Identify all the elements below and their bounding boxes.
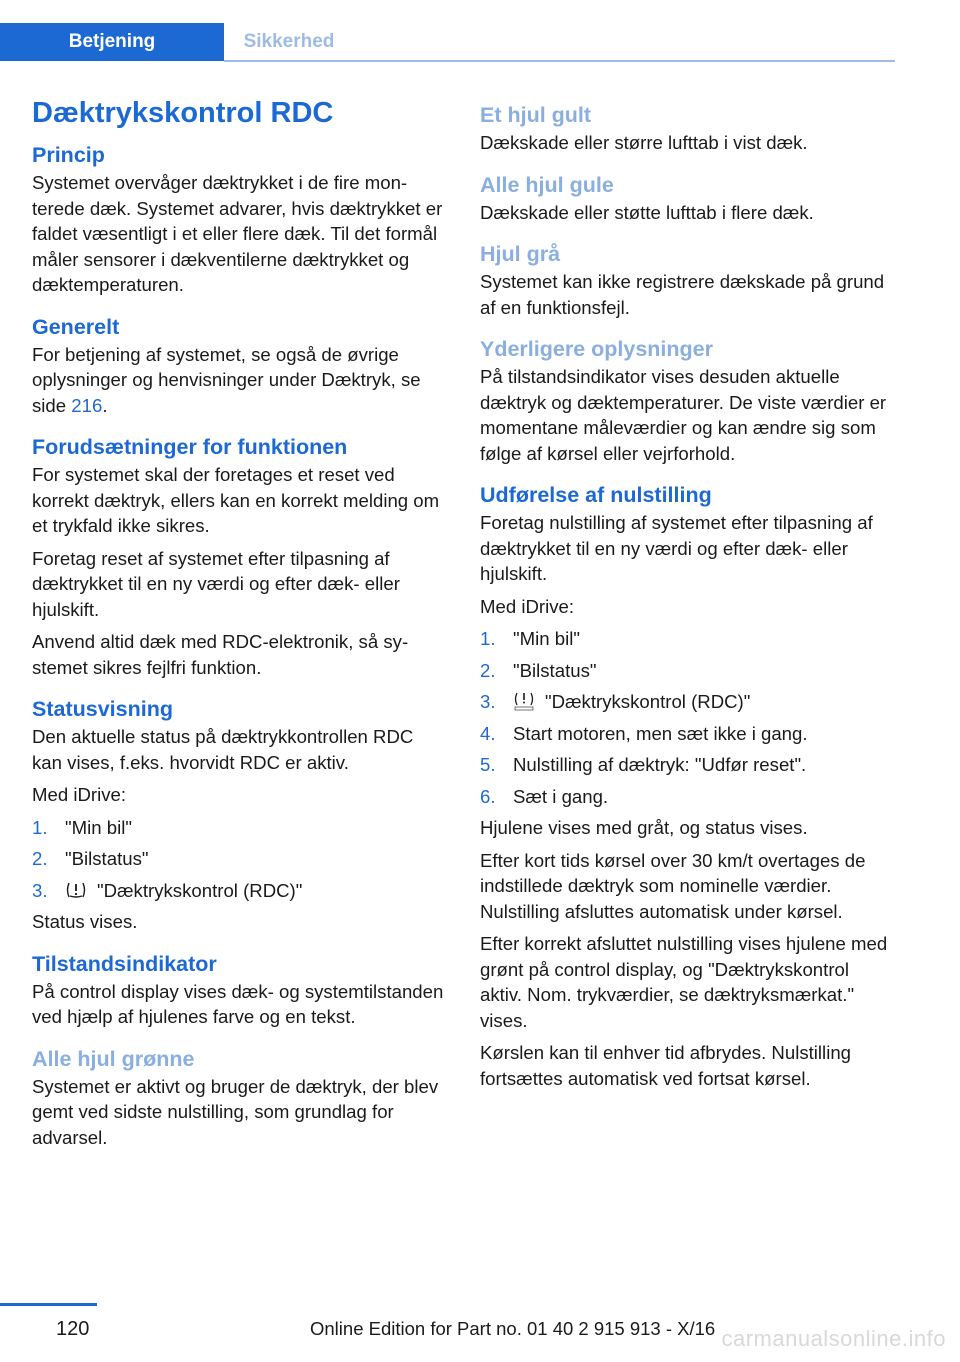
tire-pressure-warning-icon bbox=[65, 880, 87, 900]
step-number: 6. bbox=[480, 785, 496, 807]
step-text: "Bilstatus" bbox=[65, 848, 149, 869]
text-status-idrive: Med iDrive: bbox=[32, 784, 127, 805]
list-item bbox=[480, 689, 895, 715]
step-number: 2. bbox=[480, 659, 496, 681]
text-generelt bbox=[32, 342, 447, 419]
step-text: "Dæktrykskontrol (RDC)" bbox=[545, 691, 751, 712]
heading-statusvisning: Statusvisning bbox=[32, 697, 173, 721]
status-steps bbox=[32, 815, 447, 904]
list-item bbox=[480, 752, 895, 778]
step-text: "Min bil" bbox=[65, 816, 132, 838]
tab-divider bbox=[224, 60, 895, 62]
section-udfoerelse-af-nulstilling bbox=[480, 480, 895, 1091]
heading-alle-hjul-gule: Alle hjul gule bbox=[480, 172, 614, 197]
tab-betjening[interactable]: Betjening bbox=[0, 23, 224, 61]
text-tilstand: På control display vises dæk- og systemtilstanden ved hjælp af hjulenes farve og en tekst. bbox=[32, 980, 444, 1027]
step-text: "Dæktrykskontrol (RDC)" bbox=[97, 879, 303, 901]
section-hjul-graa bbox=[480, 239, 895, 320]
list-item bbox=[480, 721, 895, 747]
footer-rule bbox=[0, 1303, 97, 1306]
watermark: carmanualsonline.info bbox=[721, 1326, 946, 1351]
text-status-after: Status vises. bbox=[32, 911, 138, 932]
tab-sikkerhed[interactable]: Sikkerhed bbox=[243, 31, 335, 52]
step-text: Nulstilling af dæktryk: "Udfør reset". bbox=[513, 754, 807, 775]
list-item bbox=[480, 784, 895, 810]
step-number: 5. bbox=[480, 754, 496, 775]
right-column bbox=[480, 100, 895, 1098]
section-alle-hjul-gule bbox=[480, 170, 895, 226]
text-udf-4: Efter korrekt afsluttet nulstilling vises hjulene med grønt på control display, og "Dæktrykskontrol aktiv. Nom. trykværdier, se dæktryksmærkat." vises. bbox=[480, 933, 888, 1031]
step-text: "Bilstatus" bbox=[513, 659, 597, 681]
left-column bbox=[32, 96, 447, 1157]
list-item bbox=[32, 846, 447, 872]
text-udf-3: Efter kort tids kørsel over 30 km/t overtages de indstillede dæktryk som nominelle værdier. Nulstilling afsluttes automatisk under kørsel. bbox=[480, 849, 866, 922]
page-title: Dæktrykskontrol RDC bbox=[32, 97, 334, 129]
section-tilstandsindikator bbox=[32, 949, 447, 1030]
header-tabs bbox=[0, 23, 895, 63]
text-udf-5: Kørslen kan til enhver tid afbrydes. Nulstilling fortsættes automatisk ved fortsat kørsel. bbox=[480, 1042, 852, 1089]
text-graa: Systemet kan ikke registrere dækskade på grund af en funktionsfejl. bbox=[480, 271, 885, 318]
list-item bbox=[32, 878, 447, 904]
text-udf-2: Hjulene vises med gråt, og status vises. bbox=[480, 817, 808, 838]
heading-forudsaetninger: Forudsætninger for funktionen bbox=[32, 435, 348, 459]
text-groenne: Systemet er aktivt og bruger de dæktryk, der blev gemt ved sidste nulstilling, som grundlag for advarsel. bbox=[32, 1075, 439, 1148]
step-number: 1. bbox=[32, 816, 48, 838]
text-forud-1: For systemet skal der foretages et reset ved korrekt dæktryk, ellers kan en korrekt melding om et trykfald ikke sikres. bbox=[32, 464, 440, 536]
section-generelt bbox=[32, 312, 447, 419]
step-text: Start motoren, men sæt ikke i gang. bbox=[513, 722, 808, 744]
step-number: 3. bbox=[480, 691, 496, 712]
text-forud-3: Anvend altid dæk med RDC-elektronik, så systemet sikres fejlfri funktion. bbox=[32, 631, 409, 678]
text-udf-idrive: Med iDrive: bbox=[480, 595, 575, 617]
generelt-period: . bbox=[102, 394, 108, 416]
text-princip: Systemet overvåger dæktrykket i de fire monterede dæk. Systemet advarer, hvis dæktrykket er faldet væsentligt i et eller flere dæk. Til det formål måler sensorer i dækventilerne dæktrykket og dæktemperaturen. bbox=[32, 172, 443, 295]
list-item bbox=[480, 658, 895, 684]
heading-alle-hjul-groenne: Alle hjul grønne bbox=[32, 1046, 195, 1071]
step-text: "Min bil" bbox=[513, 628, 580, 649]
text-gule: Dækskade eller støtte lufttab i flere dæk. bbox=[480, 201, 814, 223]
section-alle-hjul-groenne bbox=[32, 1044, 447, 1151]
text-udf-1: Foretag nulstilling af systemet efter tilpasning af dæktrykket til en ny værdi og efter dæk- eller hjulskift. bbox=[480, 512, 873, 584]
text-status: Den aktuelle status på dæktrykkontrollen RDC kan vises, f.eks. hvorvidt RDC er aktiv. bbox=[32, 726, 414, 773]
step-number: 2. bbox=[32, 848, 48, 869]
list-item bbox=[480, 626, 895, 652]
page-link-216[interactable]: 216 bbox=[71, 394, 103, 416]
section-statusvisning bbox=[32, 694, 447, 935]
heading-hjul-graa: Hjul grå bbox=[480, 242, 561, 266]
section-yderligere-oplysninger bbox=[480, 334, 895, 466]
text-yderligere: På tilstandsindikator vises desuden aktuelle dæktryk og dæktemperaturer. De viste værdier er momentane måleværdier og kan ændre sig som følge af kørsel eller vejrforhold. bbox=[480, 366, 887, 464]
text-forud-2: Foretag reset af systemet efter tilpasning af dæktrykket til en ny værdi og efter dæk- eller hjulskift. bbox=[32, 547, 400, 620]
list-item bbox=[32, 815, 447, 841]
section-forudsaetninger bbox=[32, 432, 447, 680]
heading-yderligere-oplysninger: Yderligere oplysninger bbox=[480, 337, 713, 361]
text-gult: Dækskade eller større lufttab i vist dæk. bbox=[480, 132, 808, 153]
heading-udfoerelse: Udførelse af nulstilling bbox=[480, 483, 712, 507]
edition-note: Online Edition for Part no. 01 40 2 915 913 - X/16 bbox=[310, 1318, 716, 1339]
step-number: 3. bbox=[32, 879, 48, 901]
step-text: Sæt i gang. bbox=[513, 785, 609, 807]
step-number: 4. bbox=[480, 722, 496, 744]
page-number: 120 bbox=[56, 1318, 90, 1340]
heading-princip: Princip bbox=[32, 143, 105, 167]
tire-pressure-reset-icon bbox=[513, 691, 535, 711]
generelt-text: For betjening af systemet, se også de øvrige oplysninger og henvisninger under Dæktryk, se side bbox=[32, 343, 421, 416]
section-princip bbox=[32, 140, 447, 298]
heading-tilstandsindikator: Tilstandsindikator bbox=[32, 951, 217, 976]
heading-generelt: Generelt bbox=[32, 314, 120, 339]
step-number: 1. bbox=[480, 628, 496, 649]
heading-et-hjul-gult: Et hjul gult bbox=[480, 103, 592, 127]
section-et-hjul-gult bbox=[480, 100, 895, 156]
reset-steps bbox=[480, 626, 895, 809]
